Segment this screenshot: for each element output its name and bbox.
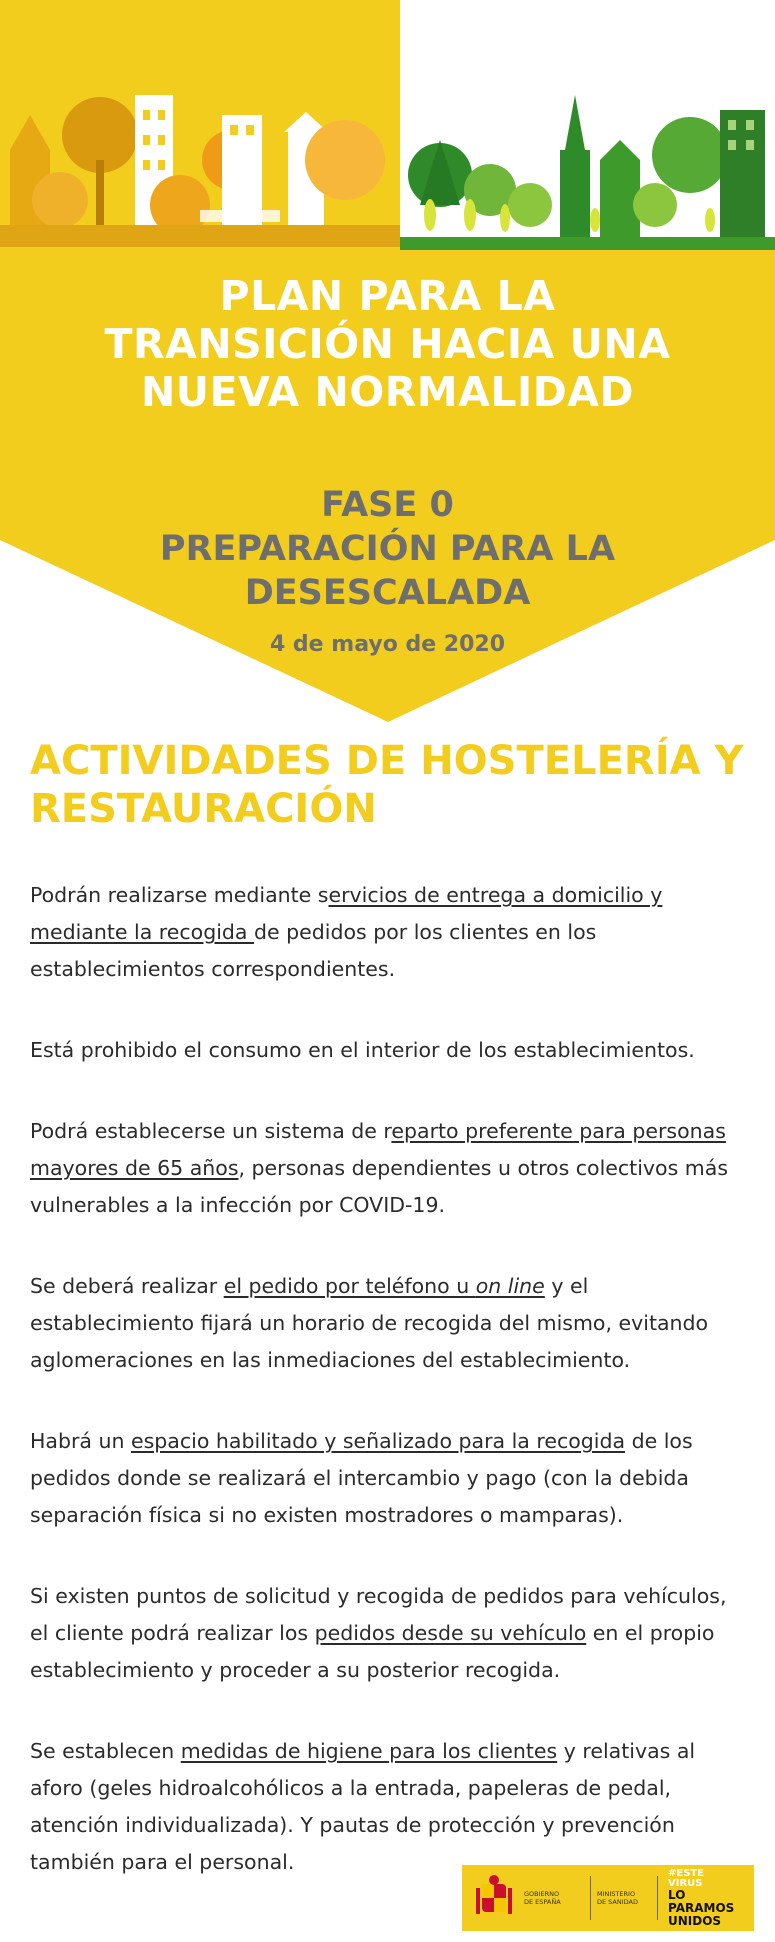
paragraph-vehicle-orders: Si existen puntos de solicitud y recogida de pedidos para vehículos, el cliente podrá realizar los pedidos desde su vehículo en el propio establecimiento y proceder a su posterior recogida. (30, 1584, 727, 1682)
content-body (30, 877, 750, 1925)
publication-date: 4 de mayo de 2020 (269, 632, 506, 657)
plan-title: PLAN PARA LA TRANSICIÓN HACIA UNA NUEVA NORMALIDAD (104, 272, 671, 416)
government-label: GOBIERNO DE ESPAÑA (518, 1876, 591, 1920)
coat-of-arms-icon (470, 1869, 518, 1927)
paragraph-pickup-space: Habrá un espacio habilitado y señalizado para la recogida de los pedidos donde se realizará el intercambio y pago (con la debida separación física si no existen mostradores o mamparas). (30, 1429, 693, 1527)
ministry-label: MINISTERIO DE SANIDAD (591, 1876, 658, 1920)
paragraph-preferential-delivery: Podrá establecerse un sistema de reparto preferente para personas mayores de 65 años, personas dependientes u otros colectivos más vulnerables a la infección por COVID-19. (30, 1119, 728, 1217)
phase-title: PREPARACIÓN PARA LA DESESCALADA (159, 529, 616, 613)
paragraph-phone-orders: Se deberá realizar el pedido por teléfono u on line y el establecimiento fijará un horario de recogida del mismo, evitando aglomeraciones en las inmediaciones del establecimiento. (30, 1274, 709, 1372)
phase-name: FASE 0 (321, 485, 454, 525)
campaign-logo (658, 1869, 734, 1928)
paragraph-delivery: Podrán realizarse mediante servicios de entrega a domicilio y mediante la recogida de pedidos por los clientes en los establecimientos correspondientes. (30, 883, 663, 981)
campaign-hashtag: #ESTE VIRUS (668, 1867, 705, 1889)
paragraph-consumption-prohibited: Está prohibido el consumo en el interior de los establecimientos. (30, 1038, 695, 1062)
green-city-illustration (400, 0, 775, 250)
footer-logos (462, 1865, 754, 1931)
section-title: ACTIVIDADES DE HOSTELERÍA Y RESTAURACIÓN (30, 738, 744, 832)
hero-banner (0, 0, 775, 730)
campaign-slogan: LO PARAMOS UNIDOS (668, 1887, 735, 1928)
paragraph-hygiene: Se establecen medidas de higiene para los clientes y relativas al aforo (geles hidroalcohólicos a la entrada, papeleras de pedal, atención individualizada). Y pautas de protección y prevención también para el personal. (30, 1739, 696, 1874)
